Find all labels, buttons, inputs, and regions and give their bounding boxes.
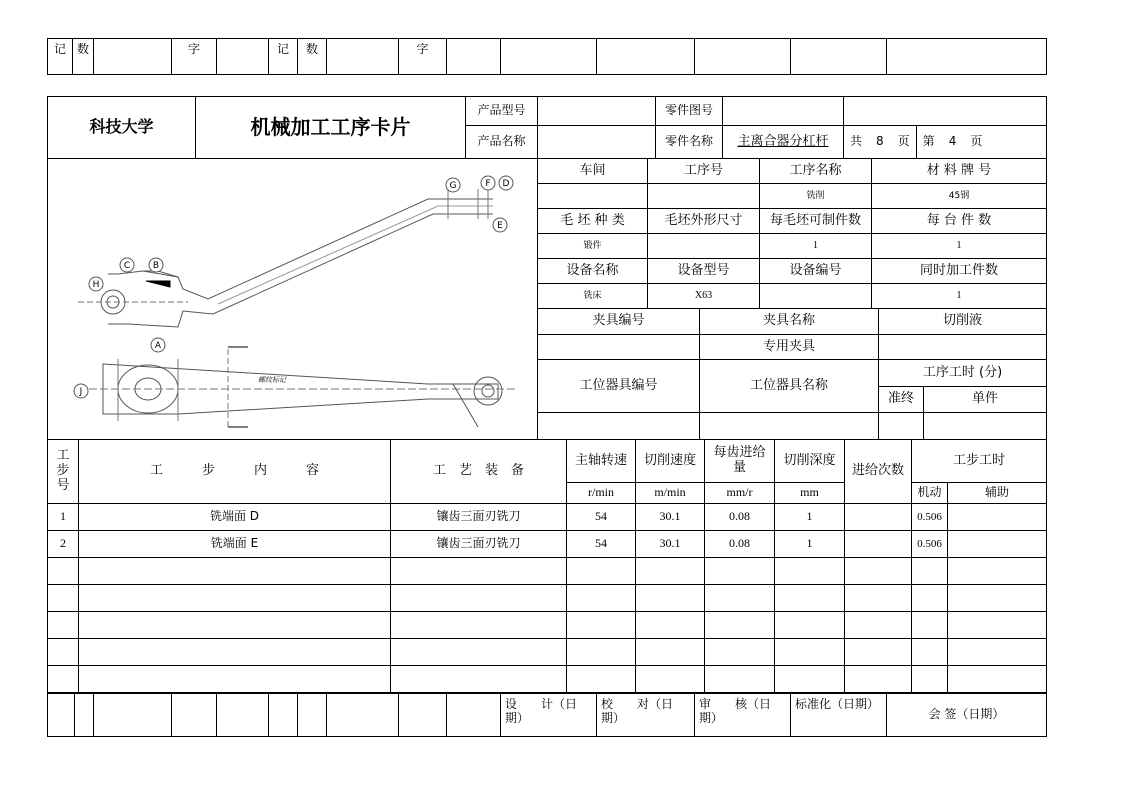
step-content bbox=[78, 665, 391, 693]
material-value: 45钢 bbox=[871, 183, 1047, 209]
part-drawing-area bbox=[47, 158, 538, 440]
design-signature: 设 计（日期） bbox=[500, 693, 597, 737]
blank-type-value: 锻件 bbox=[537, 233, 648, 259]
fixture-no-label: 夹具编号 bbox=[537, 308, 700, 335]
strip-blank-2 bbox=[216, 38, 269, 75]
step-speed bbox=[635, 665, 705, 693]
step-aux-time bbox=[947, 638, 1047, 666]
callout-h bbox=[89, 277, 103, 291]
aux-time-header: 辅助 bbox=[947, 482, 1047, 504]
simul-value: 1 bbox=[871, 283, 1047, 309]
svg-text:B: B bbox=[152, 261, 160, 271]
steps-table bbox=[47, 439, 1047, 694]
step-equipment bbox=[390, 665, 567, 693]
header-blank-top bbox=[843, 96, 1047, 126]
step-passes bbox=[844, 530, 912, 558]
countersign: 会 签（日期） bbox=[886, 693, 1047, 737]
footer-blank-3 bbox=[93, 693, 172, 737]
step-feed: 0.08 bbox=[704, 530, 775, 558]
step-passes bbox=[844, 557, 912, 585]
strip-ji-1: 记 bbox=[47, 38, 73, 75]
strip-blank-7 bbox=[694, 38, 791, 75]
step-spindle: 54 bbox=[566, 530, 636, 558]
svg-text:C: C bbox=[123, 261, 131, 271]
product-name-label: 产品名称 bbox=[465, 125, 538, 159]
callout-g bbox=[446, 178, 460, 192]
step-aux-time bbox=[947, 611, 1047, 639]
strip-blank-9 bbox=[886, 38, 1047, 75]
step-feed: 0.08 bbox=[704, 503, 775, 531]
equip-no-value bbox=[759, 283, 872, 309]
step-equipment: 镶齿三面刃铣刀 bbox=[390, 530, 567, 558]
step-depth bbox=[774, 638, 845, 666]
per-blank-value: 1 bbox=[759, 233, 872, 259]
equip-name-label: 设备名称 bbox=[537, 258, 648, 284]
step-machine-time bbox=[911, 557, 948, 585]
unit-depth: mm bbox=[774, 482, 845, 504]
callout-c bbox=[120, 258, 134, 272]
station-name-label: 工位器具名称 bbox=[699, 359, 879, 413]
step-content bbox=[78, 638, 391, 666]
material-label: 材 料 牌 号 bbox=[871, 158, 1047, 184]
ye-label: 页 bbox=[897, 134, 910, 149]
per-machine-value: 1 bbox=[871, 233, 1047, 259]
passes-header: 进给次数 bbox=[844, 439, 912, 504]
step-depth: 1 bbox=[774, 503, 845, 531]
sketch-body-text: 螺纹标记 bbox=[258, 376, 286, 384]
step-speed bbox=[635, 638, 705, 666]
step-aux-time bbox=[947, 584, 1047, 612]
strip-blank-4 bbox=[446, 38, 501, 75]
footer-blank-2 bbox=[74, 693, 94, 737]
step-passes bbox=[844, 584, 912, 612]
unit-spindle: r/min bbox=[566, 482, 636, 504]
part-drawing-label: 零件图号 bbox=[655, 96, 723, 126]
product-model-label: 产品型号 bbox=[465, 96, 538, 126]
svg-text:E: E bbox=[497, 221, 503, 231]
step-equipment bbox=[390, 611, 567, 639]
step-aux-time bbox=[947, 503, 1047, 531]
simul-label: 同时加工件数 bbox=[871, 258, 1047, 284]
callout-e bbox=[493, 218, 507, 232]
step-speed: 30.1 bbox=[635, 503, 705, 531]
unit-speed: m/min bbox=[635, 482, 705, 504]
gong-label: 共 bbox=[850, 134, 863, 149]
feed-header: 每齿进给量 bbox=[704, 439, 775, 483]
speed-header: 切削速度 bbox=[635, 439, 705, 483]
step-time-header: 工步工时 bbox=[911, 439, 1047, 483]
per-machine-label: 每 台 件 数 bbox=[871, 208, 1047, 234]
step-content: 铣端面 D bbox=[78, 503, 391, 531]
strip-shu-1: 数 bbox=[72, 38, 94, 75]
step-content bbox=[78, 611, 391, 639]
step-passes bbox=[844, 638, 912, 666]
callout-j bbox=[74, 384, 88, 398]
strip-blank-1 bbox=[93, 38, 172, 75]
equip-model-value: X63 bbox=[647, 283, 760, 309]
step-machine-time bbox=[911, 584, 948, 612]
footer-blank-8 bbox=[326, 693, 399, 737]
step-feed bbox=[704, 584, 775, 612]
op-no-value bbox=[647, 183, 760, 209]
check-signature: 校 对（日期） bbox=[596, 693, 695, 737]
ye-label-2: 页 bbox=[970, 134, 983, 149]
step-spindle bbox=[566, 611, 636, 639]
step-machine-time: 0.506 bbox=[911, 503, 948, 531]
callout-b bbox=[149, 258, 163, 272]
step-speed bbox=[635, 584, 705, 612]
step-spindle bbox=[566, 638, 636, 666]
step-equipment bbox=[390, 638, 567, 666]
footer-blank-10 bbox=[446, 693, 501, 737]
strip-blank-3 bbox=[326, 38, 399, 75]
step-feed bbox=[704, 611, 775, 639]
step-passes bbox=[844, 503, 912, 531]
school-name: 科技大学 bbox=[47, 96, 196, 159]
standard-signature: 标准化（日期） bbox=[790, 693, 887, 737]
svg-text:J: J bbox=[79, 387, 83, 397]
fixture-name-value: 专用夹具 bbox=[699, 334, 879, 360]
unit-feed: mm/r bbox=[704, 482, 775, 504]
zhunzhong-label: 准终 bbox=[878, 386, 924, 413]
svg-text:A: A bbox=[154, 341, 162, 351]
svg-text:H: H bbox=[92, 280, 100, 290]
step-feed bbox=[704, 557, 775, 585]
step-spindle bbox=[566, 665, 636, 693]
part-name-value: 主离合器分杠杆 bbox=[722, 125, 844, 159]
info-grid bbox=[537, 158, 1047, 440]
step-speed: 30.1 bbox=[635, 530, 705, 558]
product-name-value bbox=[537, 125, 656, 159]
step-no-header: 工 步 号 bbox=[47, 439, 79, 504]
op-name-label: 工序名称 bbox=[759, 158, 872, 184]
svg-text:G: G bbox=[449, 181, 457, 191]
per-blank-label: 每毛坯可制件数 bbox=[759, 208, 872, 234]
station-no-value bbox=[537, 412, 700, 440]
step-equipment: 镶齿三面刃铣刀 bbox=[390, 503, 567, 531]
spindle-header: 主轴转速 bbox=[566, 439, 636, 483]
zhunzhong-value bbox=[878, 412, 924, 440]
top-strip bbox=[47, 38, 1047, 75]
page-info bbox=[843, 125, 1047, 159]
step-machine-time bbox=[911, 611, 948, 639]
step-depth bbox=[774, 557, 845, 585]
step-content bbox=[78, 557, 391, 585]
part-drawing-value bbox=[722, 96, 844, 126]
strip-zi-2: 字 bbox=[398, 38, 447, 75]
op-no-label: 工序号 bbox=[647, 158, 760, 184]
step-passes bbox=[844, 665, 912, 693]
danjian-label: 单件 bbox=[923, 386, 1047, 413]
step-no bbox=[47, 638, 79, 666]
danjian-value bbox=[923, 412, 1047, 440]
step-no: 2 bbox=[47, 530, 79, 558]
total-pages: 8 bbox=[876, 134, 884, 149]
step-depth bbox=[774, 611, 845, 639]
workshop-label: 车间 bbox=[537, 158, 648, 184]
footer-blank-6 bbox=[268, 693, 298, 737]
equip-no-label: 设备编号 bbox=[759, 258, 872, 284]
review-signature: 审 核（日期） bbox=[694, 693, 791, 737]
op-time-label: 工序工时 (分) bbox=[878, 359, 1047, 387]
di-label: 第 bbox=[922, 134, 935, 149]
card-footer bbox=[47, 693, 1047, 737]
product-model-value bbox=[537, 96, 656, 126]
step-machine-time bbox=[911, 665, 948, 693]
coolant-value bbox=[878, 334, 1047, 360]
machine-time-header: 机动 bbox=[911, 482, 948, 504]
step-aux-time bbox=[947, 557, 1047, 585]
footer-blank-4 bbox=[171, 693, 217, 737]
step-no bbox=[47, 557, 79, 585]
fixture-name-label: 夹具名称 bbox=[699, 308, 879, 335]
footer-blank-9 bbox=[398, 693, 447, 737]
step-content: 铣端面 E bbox=[78, 530, 391, 558]
footer-blank-1 bbox=[47, 693, 75, 737]
station-name-value bbox=[699, 412, 879, 440]
callout-d bbox=[499, 176, 513, 190]
page-number: 4 bbox=[948, 134, 957, 149]
op-name-value: 铣削 bbox=[759, 183, 872, 209]
strip-ji-2: 记 bbox=[268, 38, 298, 75]
strip-blank-6 bbox=[596, 38, 695, 75]
step-aux-time bbox=[947, 530, 1047, 558]
step-speed bbox=[635, 611, 705, 639]
step-speed bbox=[635, 557, 705, 585]
step-spindle: 54 bbox=[566, 503, 636, 531]
footer-blank-7 bbox=[297, 693, 327, 737]
part-sketch bbox=[48, 159, 537, 439]
step-feed bbox=[704, 665, 775, 693]
coolant-label: 切削液 bbox=[878, 308, 1047, 335]
step-equipment bbox=[390, 557, 567, 585]
step-content bbox=[78, 584, 391, 612]
fixture-no-value bbox=[537, 334, 700, 360]
step-machine-time: 0.506 bbox=[911, 530, 948, 558]
strip-blank-5 bbox=[500, 38, 597, 75]
blank-type-label: 毛 坯 种 类 bbox=[537, 208, 648, 234]
step-spindle bbox=[566, 557, 636, 585]
callout-a bbox=[151, 338, 165, 352]
strip-shu-2: 数 bbox=[297, 38, 327, 75]
step-machine-time bbox=[911, 638, 948, 666]
callout-f bbox=[481, 176, 495, 190]
step-equipment bbox=[390, 584, 567, 612]
step-feed bbox=[704, 638, 775, 666]
strip-blank-8 bbox=[790, 38, 887, 75]
footer-blank-5 bbox=[216, 693, 269, 737]
step-no: 1 bbox=[47, 503, 79, 531]
step-no bbox=[47, 584, 79, 612]
content-header: 工 步 内 容 bbox=[78, 439, 391, 504]
step-no bbox=[47, 611, 79, 639]
svg-text:D: D bbox=[502, 179, 510, 189]
workshop-value bbox=[537, 183, 648, 209]
equipment-header: 工 艺 装 备 bbox=[390, 439, 567, 504]
step-depth: 1 bbox=[774, 530, 845, 558]
station-no-label: 工位器具编号 bbox=[537, 359, 700, 413]
equip-name-value: 铣床 bbox=[537, 283, 648, 309]
strip-zi-1: 字 bbox=[171, 38, 217, 75]
equip-model-label: 设备型号 bbox=[647, 258, 760, 284]
blank-size-value bbox=[647, 233, 760, 259]
card-header bbox=[47, 96, 1047, 159]
step-aux-time bbox=[947, 665, 1047, 693]
step-depth bbox=[774, 584, 845, 612]
step-no bbox=[47, 665, 79, 693]
part-name-label: 零件名称 bbox=[655, 125, 723, 159]
step-spindle bbox=[566, 584, 636, 612]
card-title: 机械加工工序卡片 bbox=[195, 96, 466, 159]
depth-header: 切削深度 bbox=[774, 439, 845, 483]
step-passes bbox=[844, 611, 912, 639]
blank-size-label: 毛坯外形尺寸 bbox=[647, 208, 760, 234]
svg-text:F: F bbox=[485, 179, 491, 189]
step-depth bbox=[774, 665, 845, 693]
